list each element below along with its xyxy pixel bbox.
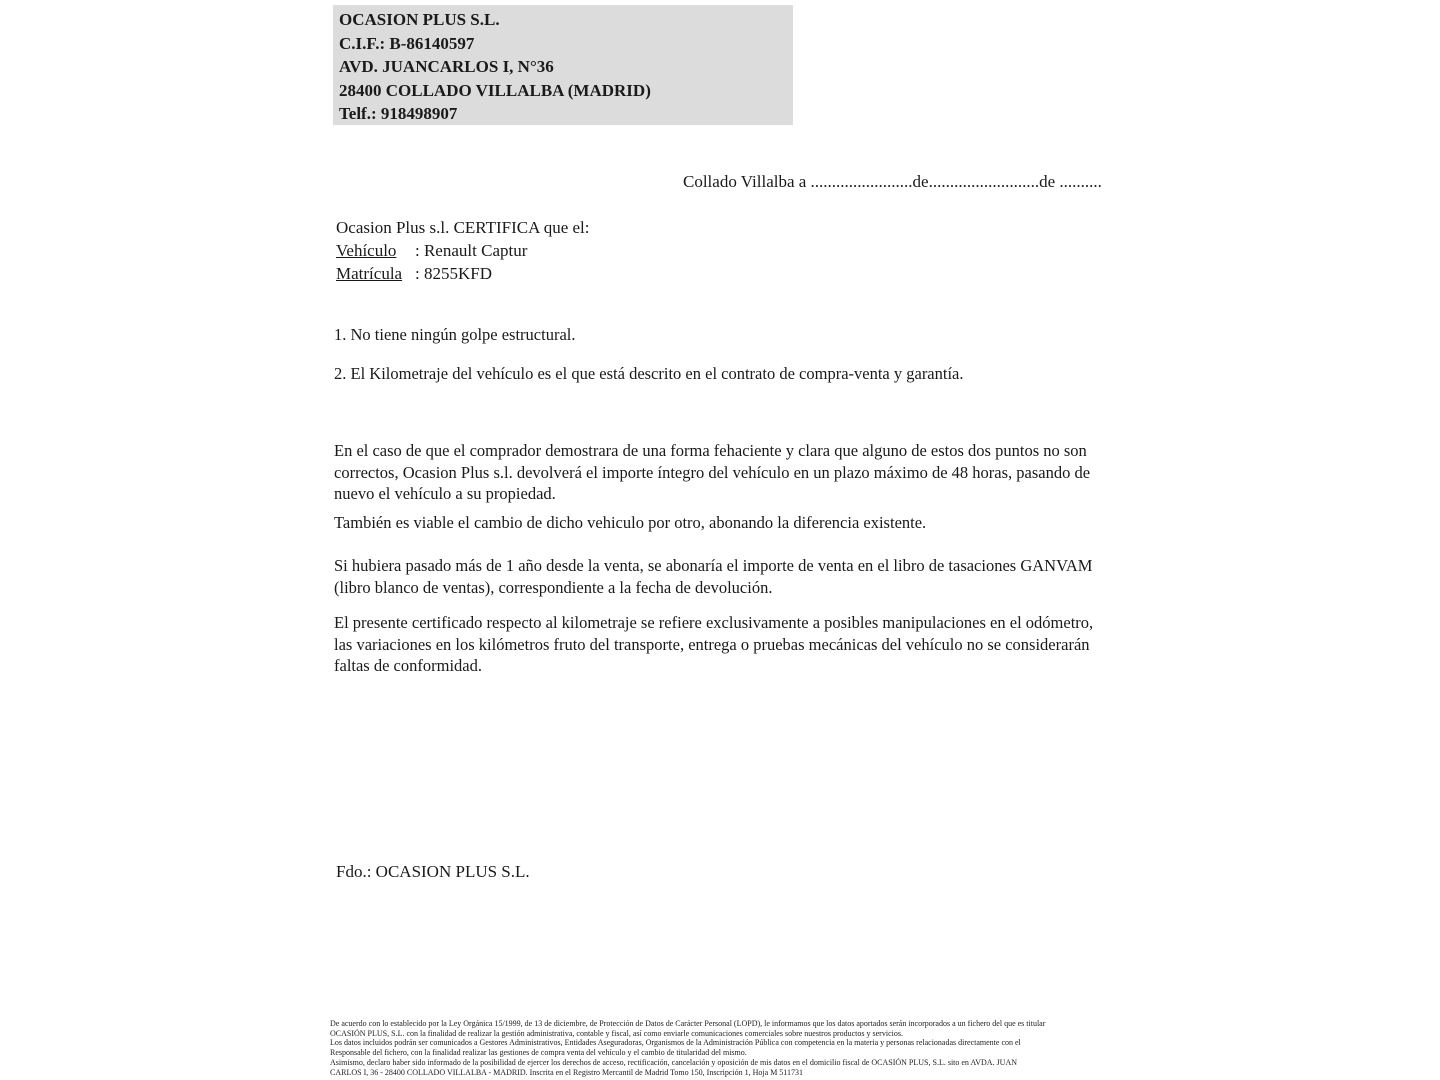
vehicle-row (336, 239, 590, 262)
legal-line: CARLOS I, 36 - 28400 COLLADO VILLALBA - MADRID. Inscrita en el Registro Mercantil de Madrid Tomo 150, Inscripción 1, Hoja M 511731 (330, 1067, 804, 1077)
paragraph-refund: En el caso de que el comprador demostrara de una forma fehaciente y clara que alguno de estos dos puntos no son correctos, Ocasion Plus s.l. devolverá el importe íntegro del vehículo en un plazo máximo de 48 horas, pasando de nuevo el vehículo a su propiedad. (334, 441, 1091, 503)
paragraph-odometer: El presente certificado respecto al kilometraje se refiere exclusivamente a posibles manipulaciones en el odómetro, las variaciones en los kilómetros fruto del transporte, entrega o pruebas mecánicas del vehículo no se considerarán faltas de conformidad. (334, 613, 1094, 675)
legal-line: OCASIÓN PLUS, S.L. con la finalidad de realizar la gestión administrativa, contable y fiscal, así como enviarle comunicaciones comerciales sobre nuestros productos y servicios. (330, 1028, 903, 1038)
company-cif: C.I.F.: B-86140597 (339, 33, 475, 53)
signature-line: Fdo.: OCASION PLUS S.L. (336, 862, 530, 881)
company-address: AVD. JUANCARLOS I, N°36 (339, 57, 554, 76)
legal-line: Responsable del fichero, con la finalidad realizar las gestiones de compra venta del vehículo y el cambio de titularidad del mismo. (330, 1048, 747, 1058)
paragraph-exchange: También es viable el cambio de dicho vehiculo por otro, abonando la diferencia existente. (334, 513, 927, 532)
certificate-point-2: 2. El Kilometraje del vehículo es el que está descrito en el contrato de compra-venta y garantía. (334, 364, 964, 383)
legal-line: Los datos incluidos podrán ser comunicados a Gestores Administrativos, Entidades Aseguradoras, Organismos de la Administración Pública con competencia en la materia y personas relacionadas directamente con el (330, 1038, 1021, 1048)
plate-value: : 8255KFD (415, 264, 492, 283)
vehicle-label: Vehículo (336, 241, 397, 260)
certify-intro: Ocasion Plus s.l. CERTIFICA que el: (336, 218, 590, 237)
plate-label: Matrícula (336, 264, 403, 283)
date-line: Collado Villalba a ........................de..........................de .......... (683, 172, 1102, 191)
paragraph-ganvam: Si hubiera pasado más de 1 año desde la venta, se abonaría el importe de venta en el libro de tasaciones GANVAM (libro blanco de ventas), correspondiente a la fecha de devolución. (334, 556, 1093, 597)
certify-block (336, 216, 590, 285)
plate-row (336, 262, 590, 285)
company-phone: Telf.: 918498907 (339, 104, 458, 123)
certificate-point-1: 1. No tiene ningún golpe estructural. (334, 325, 576, 344)
vehicle-value: : Renault Captur (415, 241, 528, 260)
company-header-block (333, 5, 793, 125)
legal-line: Asimismo, declaro haber sido informado de la posibilidad de ejercer los derechos de acceso, rectificación, cancelación y oposición de mis datos en el domicilio fiscal de OCASIÓN PLUS, S.L. sito en AVDA. JUAN (330, 1057, 1018, 1067)
legal-fine-print (330, 1019, 1110, 1077)
legal-line: De acuerdo con lo establecido por la Ley Orgánica 15/1999, de 13 de diciembre, de Protección de Datos de Carácter Personal (LOPD), le informamos que los datos aportados serán incorporados a un fichero del que es titular (330, 1019, 1046, 1028)
company-city: 28400 COLLADO VILLALBA (MADRID) (339, 80, 651, 100)
company-name: OCASION PLUS S.L. (339, 10, 500, 29)
